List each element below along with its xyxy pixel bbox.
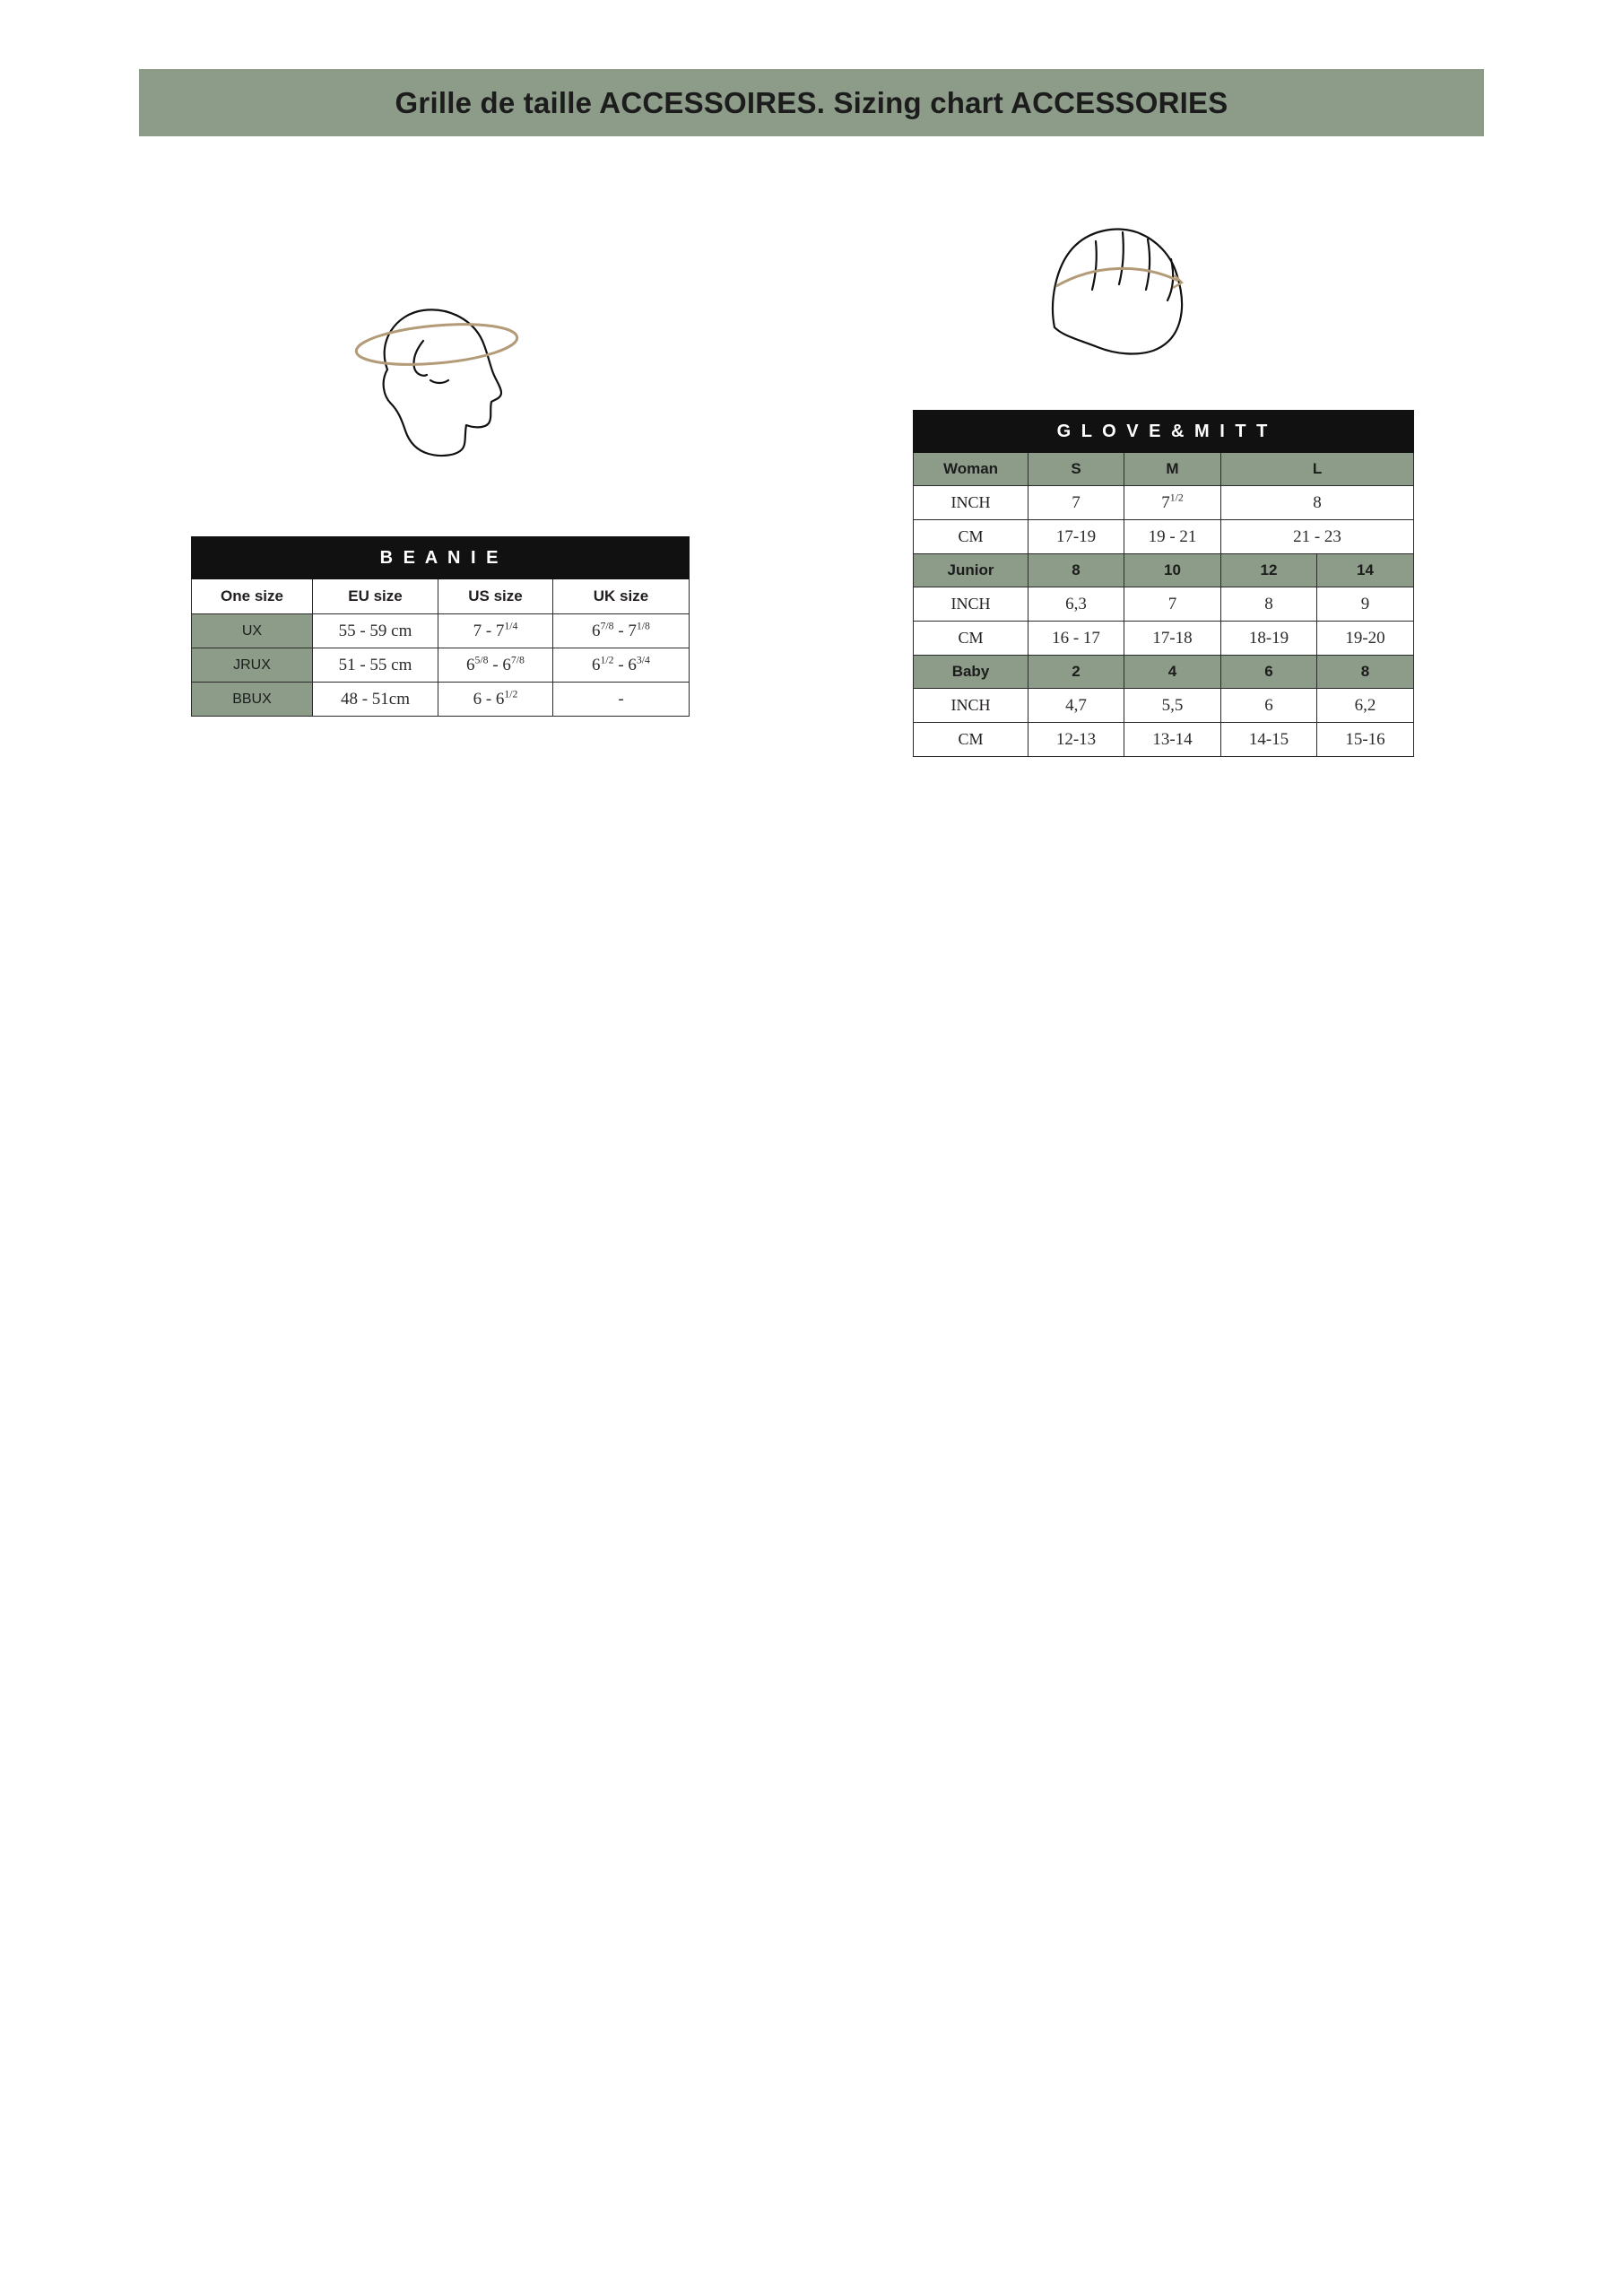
glove-value: 8 xyxy=(1221,587,1317,622)
table-row xyxy=(914,587,1414,622)
glove-value: 6,2 xyxy=(1317,689,1414,723)
table-row xyxy=(192,648,690,683)
glove-group-label: Baby xyxy=(914,656,1028,689)
glove-value: 19 - 21 xyxy=(1124,520,1221,554)
glove-size-m: M xyxy=(1124,453,1221,486)
hand-measure-illustration xyxy=(1040,220,1246,390)
glove-size-8: 8 xyxy=(1317,656,1414,689)
head-measure-illustration xyxy=(323,287,583,493)
beanie-eu-value: 48 - 51cm xyxy=(313,683,438,717)
beanie-banner-label: B E A N I E xyxy=(192,537,690,579)
glove-size-s: S xyxy=(1028,453,1124,486)
beanie-row-label: UX xyxy=(192,614,313,648)
beanie-banner-row xyxy=(192,537,690,579)
beanie-uk-value: - xyxy=(553,683,690,717)
page-title: Grille de taille ACCESSOIRES. Sizing chart ACCESSORIES xyxy=(395,85,1228,119)
glove-value: 17-19 xyxy=(1028,520,1124,554)
glove-value: 6,3 xyxy=(1028,587,1124,622)
beanie-row-label: JRUX xyxy=(192,648,313,683)
table-row xyxy=(914,622,1414,656)
glove-value: 18-19 xyxy=(1221,622,1317,656)
glove-unit-label: INCH xyxy=(914,689,1028,723)
table-row xyxy=(914,520,1414,554)
glove-banner-label: G L O V E & M I T T xyxy=(914,411,1414,453)
glove-value: 15-16 xyxy=(1317,723,1414,757)
glove-value: 7 xyxy=(1028,486,1124,520)
glove-value: 14-15 xyxy=(1221,723,1317,757)
glove-size-14: 14 xyxy=(1317,554,1414,587)
glove-unit-label: CM xyxy=(914,723,1028,757)
glove-value: 17-18 xyxy=(1124,622,1221,656)
page-header-banner xyxy=(139,69,1484,136)
beanie-col-uk: UK size xyxy=(553,579,690,614)
glove-unit-label: CM xyxy=(914,622,1028,656)
glove-group-label: Junior xyxy=(914,554,1028,587)
glove-value: 16 - 17 xyxy=(1028,622,1124,656)
glove-value: 9 xyxy=(1317,587,1414,622)
beanie-uk-value: $6^{1/2} - 6^{3/4}$ xyxy=(553,648,690,683)
glove-size-6: 6 xyxy=(1221,656,1317,689)
glove-value: 12-13 xyxy=(1028,723,1124,757)
beanie-us-value: $7 - 7^{1/4}$ xyxy=(438,614,553,648)
glove-size-8: 8 xyxy=(1028,554,1124,587)
glove-value: 21 - 23 xyxy=(1221,520,1414,554)
glove-unit-label: INCH xyxy=(914,587,1028,622)
glove-value: 19-20 xyxy=(1317,622,1414,656)
table-row xyxy=(192,683,690,717)
glove-banner-row xyxy=(914,411,1414,453)
glove-value: 5,5 xyxy=(1124,689,1221,723)
table-row xyxy=(914,486,1414,520)
beanie-col-us: US size xyxy=(438,579,553,614)
beanie-us-value: $6^{5/8} - 6^{7/8}$ xyxy=(438,648,553,683)
table-row xyxy=(192,614,690,648)
glove-woman-size-row xyxy=(914,453,1414,486)
beanie-us-value: $6 - 6^{1/2}$ xyxy=(438,683,553,717)
glove-value: 7 xyxy=(1124,587,1221,622)
beanie-uk-value: $6^{7/8} - 7^{1/8}$ xyxy=(553,614,690,648)
beanie-header-row xyxy=(192,579,690,614)
glove-junior-size-row xyxy=(914,554,1414,587)
glove-value: 6 xyxy=(1221,689,1317,723)
glove-size-4: 4 xyxy=(1124,656,1221,689)
table-row xyxy=(914,689,1414,723)
beanie-size-table xyxy=(191,536,690,717)
beanie-col-eu: EU size xyxy=(313,579,438,614)
beanie-eu-value: 55 - 59 cm xyxy=(313,614,438,648)
glove-size-l: L xyxy=(1221,453,1414,486)
glove-value: 4,7 xyxy=(1028,689,1124,723)
glove-value: $7^{1/2}$ xyxy=(1124,486,1221,520)
glove-size-2: 2 xyxy=(1028,656,1124,689)
glove-baby-size-row xyxy=(914,656,1414,689)
beanie-row-label: BBUX xyxy=(192,683,313,717)
glove-size-12: 12 xyxy=(1221,554,1317,587)
glove-mitt-size-table xyxy=(913,410,1414,757)
glove-value: 8 xyxy=(1221,486,1414,520)
glove-unit-label: INCH xyxy=(914,486,1028,520)
glove-group-label: Woman xyxy=(914,453,1028,486)
beanie-eu-value: 51 - 55 cm xyxy=(313,648,438,683)
glove-unit-label: CM xyxy=(914,520,1028,554)
beanie-col-onesize: One size xyxy=(192,579,313,614)
glove-size-10: 10 xyxy=(1124,554,1221,587)
table-row xyxy=(914,723,1414,757)
glove-value: 13-14 xyxy=(1124,723,1221,757)
